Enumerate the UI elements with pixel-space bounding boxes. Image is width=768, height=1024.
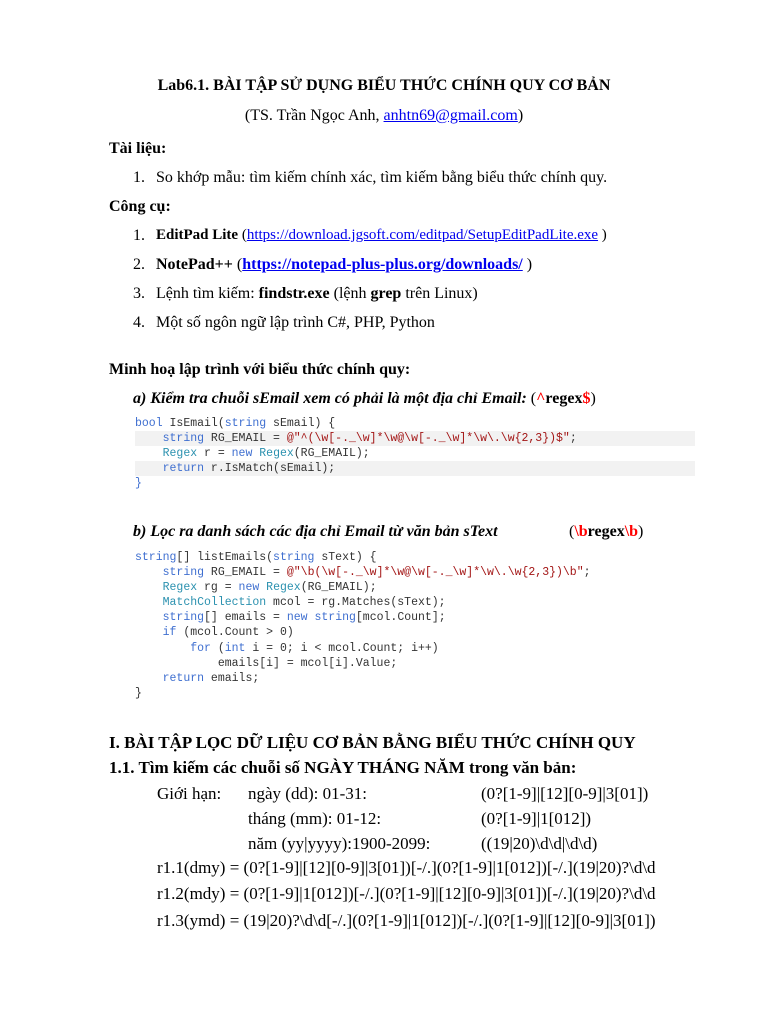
regex-paren: )	[590, 390, 596, 407]
text-segment: trên Linux)	[401, 285, 478, 302]
text-segment: Lệnh tìm kiếm:	[156, 285, 259, 302]
regex-word: regex	[545, 390, 583, 407]
code-line: Regex rg = new Regex(RG_EMAIL);	[162, 581, 377, 595]
tool-item-languages	[133, 314, 435, 331]
tool-item-findstr-content	[156, 286, 478, 302]
code-line: emails[i] = mcol[i].Value;	[135, 656, 398, 670]
regex-anchor-start: ^	[536, 390, 546, 407]
tools-heading: Công cụ:	[109, 198, 171, 215]
regex-anchor-end: $	[582, 390, 591, 407]
demo-b-title	[133, 523, 644, 540]
list-number: 3.	[133, 285, 145, 302]
rule-mdy: r1.2(mdy) = (0?[1-9]|1[012])[-/.](0?[1-9]|[12][0-9]|3[01])[-/.](19|20)?\d\d	[157, 884, 656, 903]
list-number: 4.	[133, 314, 145, 331]
tool-paren-close: )	[522, 256, 533, 273]
author-email-link[interactable]: anhtn69@gmail.com	[383, 107, 518, 124]
limit-label-day: ngày (dd): 01-31:	[248, 784, 367, 803]
demo-b-text: b) Lọc ra danh sách các địa chỉ Email từ văn bản sText	[133, 523, 498, 540]
limits-label: Giới hạn:	[157, 784, 222, 803]
tool-item-languages-text: Một số ngôn ngữ lập trình C#, PHP, Python	[156, 314, 435, 331]
tool-item-notepad-content	[156, 257, 532, 273]
regex-word-boundary: \b	[624, 523, 639, 540]
code-line: string[] listEmails(string sText) {	[135, 551, 377, 564]
code-line: Regex r = new Regex(RG_EMAIL);	[162, 447, 370, 461]
limit-regex-year: ((19|20)\d\d|\d\d)	[481, 834, 598, 853]
section-subheading: 1.1. Tìm kiếm các chuỗi số NGÀY THÁNG NĂM trong văn bản:	[109, 758, 577, 777]
demo-b-regex	[569, 524, 643, 540]
code-line: string[] emails = new string[mcol.Count];	[162, 611, 446, 625]
code-line: }	[135, 686, 142, 700]
regex-word-boundary: \b	[574, 523, 588, 540]
limit-label-year: năm (yy|yyyy):1900-2099:	[248, 834, 431, 853]
regex-paren: (	[569, 523, 575, 540]
list-number: 1.	[133, 169, 145, 186]
demo-heading: Minh hoạ lập trình với biểu thức chính quy:	[109, 361, 411, 378]
tool-paren-open: (	[238, 227, 247, 243]
notepad-download-link[interactable]: https://notepad-plus-plus.org/downloads/	[242, 256, 523, 273]
code-line: return r.IsMatch(sEmail);	[135, 461, 695, 476]
section-heading: I. BÀI TẬP LỌC DỮ LIỆU CƠ BẢN BẰNG BIỂU THỨC CHÍNH QUY	[109, 733, 636, 752]
tool-item-findstr	[133, 285, 478, 302]
text-segment: (lệnh	[329, 285, 371, 302]
tool-item-editpad-content	[156, 228, 607, 243]
code-block-a	[135, 416, 695, 491]
tool-paren-close: )	[598, 227, 607, 243]
rule-ymd: r1.3(ymd) = (19|20)?\d\d[-/.](0?[1-9]|1[012])[-/.](0?[1-9]|[12][0-9]|3[01])	[157, 911, 656, 930]
tool-name: NotePad++	[156, 256, 233, 273]
editpad-download-link[interactable]: https://download.jgsoft.com/editpad/SetupEditPadLite.exe	[246, 227, 599, 243]
code-line: }	[135, 477, 142, 491]
regex-paren: )	[638, 523, 644, 540]
code-line: for (int i = 0; i < mcol.Count; i++)	[190, 641, 439, 655]
author-line	[0, 108, 768, 124]
code-line: return emails;	[162, 671, 260, 685]
author-name: (TS. Trần Ngọc Anh,	[244, 107, 384, 124]
findstr-command: findstr.exe	[258, 285, 330, 302]
list-number: 2.	[133, 256, 145, 273]
tool-item-notepad	[133, 256, 533, 273]
regex-paren: (	[526, 390, 537, 407]
rule-dmy: r1.1(dmy) = (0?[1-9]|[12][0-9]|3[01])[-/.](0?[1-9]|1[012])[-/.](19|20)?\d\d	[157, 858, 656, 877]
list-number: 1.	[133, 227, 145, 244]
code-line: string RG_EMAIL = @"\b(\w[-._\w]*\w@\w[-._\w]*\w\.\w{2,3})\b";	[162, 566, 591, 580]
limit-regex-month: (0?[1-9]|1[012])	[481, 809, 592, 828]
materials-item-text: So khớp mẫu: tìm kiếm chính xác, tìm kiếm bằng biểu thức chính quy.	[156, 169, 608, 186]
demo-a-text: a) Kiểm tra chuỗi sEmail xem có phải là một địa chỉ Email:	[133, 390, 527, 407]
regex-word: regex	[587, 523, 625, 540]
code-block-b	[135, 550, 591, 701]
page-title: Lab6.1. BÀI TẬP SỬ DỤNG BIỂU THỨC CHÍNH QUY CƠ BẢN	[157, 77, 611, 94]
tool-paren-open: (	[232, 256, 243, 273]
code-line: if (mcol.Count > 0)	[162, 626, 294, 640]
materials-item	[133, 169, 608, 186]
demo-a-title	[133, 391, 596, 407]
materials-heading: Tài liệu:	[109, 140, 167, 157]
code-line: string RG_EMAIL = @"^(\w[-._\w]*\w@\w[-._\w]*\w\.\w{2,3})$";	[135, 431, 695, 446]
tool-item-editpad	[133, 227, 607, 244]
code-line: MatchCollection mcol = rg.Matches(sText);	[162, 596, 446, 610]
limit-label-month: tháng (mm): 01-12:	[248, 809, 382, 828]
limit-regex-day: (0?[1-9]|[12][0-9]|3[01])	[481, 784, 649, 803]
grep-command: grep	[370, 285, 402, 302]
code-line: bool IsEmail(string sEmail) {	[135, 417, 336, 430]
author-suffix: )	[517, 107, 524, 124]
tool-name: EditPad Lite	[156, 227, 239, 243]
